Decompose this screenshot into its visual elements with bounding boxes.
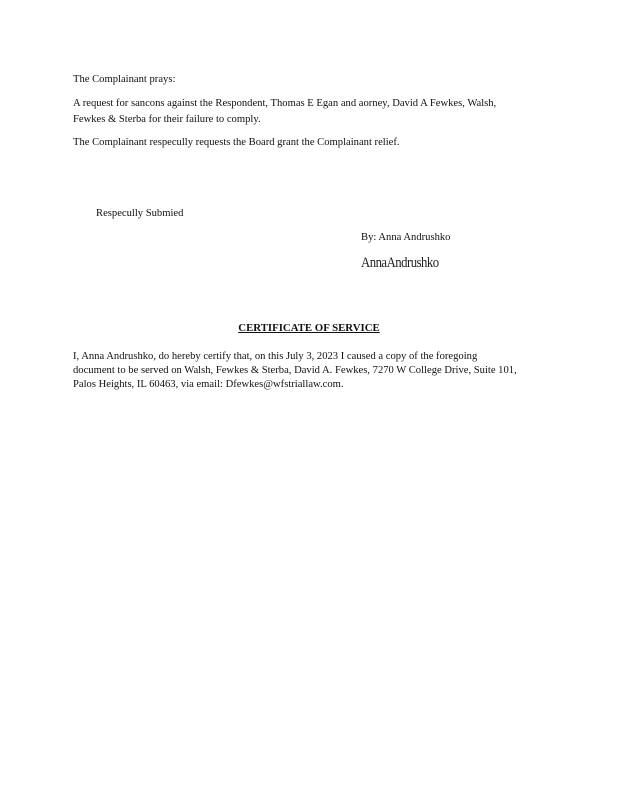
by-line: By: Anna Andrushko [361, 232, 451, 243]
respectfully-submitted: Respecully Submied [96, 208, 184, 219]
request-line-1: A request for sancons against the Respondent, Thomas E Egan and aorney, David A Fewkes, Walsh, [73, 98, 497, 109]
prayer-intro: The Complainant prays: [73, 74, 176, 85]
certificate-line-3: Palos Heights, IL 60463, via email: Dfewkes@wfstriallaw.com. [73, 379, 344, 390]
signature: AnnaAndrushko [361, 255, 439, 271]
certificate-line-1: I, Anna Andrushko, do hereby certify that, on this July 3, 2023 I caused a copy of the foregoing [73, 351, 478, 362]
relief-request: The Complainant respecully requests the Board grant the Complainant relief. [73, 137, 400, 148]
certificate-line-2: document to be served on Walsh, Fewkes & Sterba, David A. Fewkes, 7270 W College Drive, Suite 101, [73, 365, 517, 376]
request-line-2: Fewkes & Sterba for their failure to comply. [73, 114, 261, 125]
certificate-title: CERTIFICATE OF SERVICE [238, 322, 380, 334]
